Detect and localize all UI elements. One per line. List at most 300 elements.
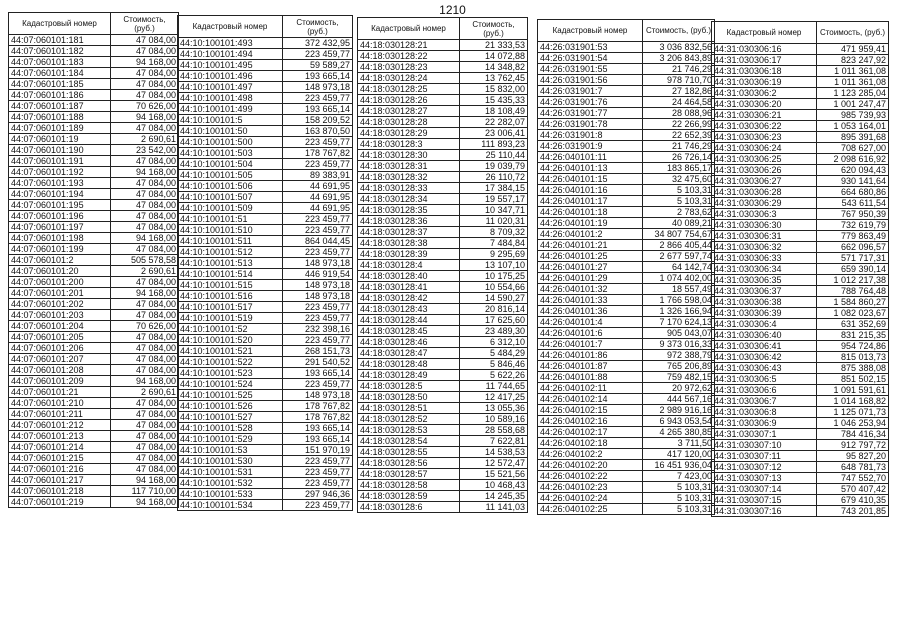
table-row	[712, 209, 889, 220]
cost-value: 5 846,46	[460, 359, 528, 370]
cost-value: 47 084,00	[111, 299, 179, 310]
cost-value: 5 103,31	[643, 482, 715, 493]
cost-value: 223 459,77	[283, 137, 353, 148]
table-row	[9, 464, 179, 475]
table-row	[358, 249, 528, 260]
cost-value: 28 088,96	[643, 108, 715, 119]
cost-value: 659 390,14	[817, 264, 889, 275]
cost-value: 444 567,16	[643, 394, 715, 405]
cost-header: Стоимость, (руб.)	[460, 18, 528, 40]
cadastral-number: 44:26:040101:18	[538, 207, 643, 218]
table-row	[358, 194, 528, 205]
cadastral-number: 44:26:040101:6	[538, 328, 643, 339]
cost-value: 5 103,31	[643, 196, 715, 207]
table-row	[178, 214, 353, 225]
cadastral-number: 44:10:100101:534	[178, 500, 283, 511]
cost-value: 2 690,61	[111, 266, 179, 277]
cost-value: 864 044,45	[283, 236, 353, 247]
cadastral-number: 44:07:060101:214	[9, 442, 111, 453]
table-row	[178, 467, 353, 478]
cadastral-number: 44:10:100101:51	[178, 214, 283, 225]
cost-value: 223 459,77	[283, 247, 353, 258]
cadastral-number: 44:07:060101:20	[9, 266, 111, 277]
cadastral-number: 44:07:060101:198	[9, 233, 111, 244]
table-row	[9, 244, 179, 255]
cost-value: 972 388,79	[643, 350, 715, 361]
table-header-row	[358, 18, 528, 40]
cost-value: 1 011 361,08	[817, 66, 889, 77]
cadastral-number: 44:18:030128:21	[358, 40, 460, 51]
cadastral-number: 44:10:100101:533	[178, 489, 283, 500]
cadastral-number: 44:18:030128:47	[358, 348, 460, 359]
cost-value: 223 459,77	[283, 313, 353, 324]
table-row	[712, 330, 889, 341]
cadastral-number: 44:07:060101:2	[9, 255, 111, 266]
table-row	[712, 242, 889, 253]
table-row	[178, 489, 353, 500]
table-row	[358, 73, 528, 84]
table-row	[358, 51, 528, 62]
cost-value: 94 168,00	[111, 112, 179, 123]
cadastral-number: 44:26:040101:11	[538, 152, 643, 163]
cadastral-number: 44:31:030307:14	[712, 484, 817, 495]
cadastral-number: 44:18:030128:55	[358, 447, 460, 458]
table-row	[538, 251, 715, 262]
table-row	[712, 506, 889, 517]
table-row	[178, 137, 353, 148]
cadastral-number: 44:26:031901:53	[538, 42, 643, 53]
cadastral-number: 44:26:040102:22	[538, 471, 643, 482]
cadastral-number: 44:31:030306:25	[712, 154, 817, 165]
table-row	[538, 97, 715, 108]
table-row	[358, 502, 528, 513]
table-row	[9, 222, 179, 233]
cadastral-number: 44:18:030128:36	[358, 216, 460, 227]
cost-value: 14 590,27	[460, 293, 528, 304]
cadastral-number: 44:31:030306:35	[712, 275, 817, 286]
cadastral-number: 44:07:060101:206	[9, 343, 111, 354]
table-row	[712, 319, 889, 330]
cadastral-number: 44:18:030128:5	[358, 381, 460, 392]
cost-value: 268 151,73	[283, 346, 353, 357]
table-row	[538, 185, 715, 196]
cost-value: 1 766 598,04	[643, 295, 715, 306]
cost-value: 7 170 624,13	[643, 317, 715, 328]
cost-value: 815 013,73	[817, 352, 889, 363]
cost-value: 94 168,00	[111, 57, 179, 68]
cost-header: Стоимость, (руб.)	[817, 22, 889, 44]
cost-value: 148 973,18	[283, 258, 353, 269]
cadastral-number: 44:31:030306:2	[712, 88, 817, 99]
cost-value: 13 762,45	[460, 73, 528, 84]
table-row	[538, 361, 715, 372]
table-row	[358, 205, 528, 216]
table-row	[358, 491, 528, 502]
cadastral-number: 44:10:100101:498	[178, 93, 283, 104]
cadastral-number: 44:07:060101:202	[9, 299, 111, 310]
cadastral-number: 44:18:030128:24	[358, 73, 460, 84]
cost-value: 1 123 285,04	[817, 88, 889, 99]
cadastral-number: 44:10:100101:514	[178, 269, 283, 280]
table-row	[9, 134, 179, 145]
table-row	[538, 449, 715, 460]
cost-value: 10 554,66	[460, 282, 528, 293]
table-row	[712, 110, 889, 121]
cost-value: 5 103,31	[643, 493, 715, 504]
cadastral-number: 44:07:060101:195	[9, 200, 111, 211]
cost-value: 47 084,00	[111, 123, 179, 134]
table-row	[538, 471, 715, 482]
table-row	[538, 394, 715, 405]
table-row	[538, 75, 715, 86]
cost-header: Стоимость, (руб.)	[643, 20, 715, 42]
table-row	[9, 46, 179, 57]
cadastral-number: 44:31:030306:3	[712, 209, 817, 220]
cost-header: Стоимость, (руб.)	[111, 13, 179, 35]
cost-value: 158 209,52	[283, 115, 353, 126]
cost-value: 788 764,48	[817, 286, 889, 297]
cost-value: 13 107,10	[460, 260, 528, 271]
table-row	[538, 218, 715, 229]
table-row	[178, 412, 353, 423]
cadastral-number: 44:10:100101:53	[178, 445, 283, 456]
table-row	[358, 95, 528, 106]
cadastral-number: 44:07:060101:209	[9, 376, 111, 387]
cost-value: 10 347,71	[460, 205, 528, 216]
cadastral-number: 44:18:030128:27	[358, 106, 460, 117]
cost-value: 25 110,44	[460, 150, 528, 161]
cost-value: 7 423,00	[643, 471, 715, 482]
table-row	[712, 396, 889, 407]
table-row	[178, 302, 353, 313]
cadastral-number: 44:26:031901:78	[538, 119, 643, 130]
cost-value: 6 312,10	[460, 337, 528, 348]
cost-value: 223 459,77	[283, 379, 353, 390]
cost-value: 11 020,31	[460, 216, 528, 227]
cadastral-number: 44:07:060101:216	[9, 464, 111, 475]
table-row	[538, 317, 715, 328]
cost-value: 732 619,79	[817, 220, 889, 231]
table-row	[178, 445, 353, 456]
cadastral-number: 44:26:040101:33	[538, 295, 643, 306]
table-row	[538, 207, 715, 218]
cost-value: 95 827,20	[817, 451, 889, 462]
cost-value: 47 084,00	[111, 442, 179, 453]
table-row	[178, 247, 353, 258]
cost-value: 89 383,91	[283, 170, 353, 181]
cost-value: 193 665,14	[283, 71, 353, 82]
cadastral-number: 44:31:030306:30	[712, 220, 817, 231]
cost-value: 297 946,36	[283, 489, 353, 500]
cadastral-number: 44:18:030128:28	[358, 117, 460, 128]
cadastral-number: 44:26:040102:14	[538, 394, 643, 405]
cadastral-number: 44:26:040102:17	[538, 427, 643, 438]
table-row	[358, 260, 528, 271]
table-row	[712, 231, 889, 242]
cost-value: 94 168,00	[111, 376, 179, 387]
cadastral-number: 44:26:031901:7	[538, 86, 643, 97]
table-row	[712, 154, 889, 165]
table-row	[712, 66, 889, 77]
cadastral-number: 44:07:060101:215	[9, 453, 111, 464]
table-row	[178, 423, 353, 434]
cadastral-number: 44:31:030306:28	[712, 187, 817, 198]
table-row	[9, 255, 179, 266]
table-row	[538, 438, 715, 449]
cost-value: 2 690,61	[111, 387, 179, 398]
cost-value: 59 589,27	[283, 60, 353, 71]
cadastral-number: 44:26:040101:36	[538, 306, 643, 317]
table-row	[358, 425, 528, 436]
cadastral-table	[357, 17, 528, 513]
table-row	[712, 341, 889, 352]
table-row	[538, 130, 715, 141]
cost-value: 16 451 936,04	[643, 460, 715, 471]
number-header: Кадастровый номер	[358, 18, 460, 40]
cost-value: 223 459,77	[283, 159, 353, 170]
cost-value: 94 168,00	[111, 288, 179, 299]
cost-value: 223 459,77	[283, 456, 353, 467]
cadastral-number: 44:31:030306:32	[712, 242, 817, 253]
table-row	[538, 328, 715, 339]
cadastral-number: 44:31:030306:23	[712, 132, 817, 143]
table-row	[178, 225, 353, 236]
cost-value: 1 074 402,00	[643, 273, 715, 284]
cadastral-number: 44:18:030128:37	[358, 227, 460, 238]
table-row	[9, 123, 179, 134]
cost-value: 851 502,15	[817, 374, 889, 385]
cadastral-number: 44:10:100101:510	[178, 225, 283, 236]
cadastral-number: 44:26:040102:24	[538, 493, 643, 504]
cadastral-number: 44:18:030128:23	[358, 62, 460, 73]
cost-value: 47 084,00	[111, 68, 179, 79]
table-row	[712, 363, 889, 374]
table-row	[712, 451, 889, 462]
cadastral-number: 44:26:031901:9	[538, 141, 643, 152]
table-row	[538, 350, 715, 361]
cost-value: 47 084,00	[111, 398, 179, 409]
cost-value: 223 459,77	[283, 478, 353, 489]
table-row	[9, 266, 179, 277]
cadastral-number: 44:31:030306:5	[712, 374, 817, 385]
table-row	[178, 313, 353, 324]
cadastral-number: 44:18:030128:35	[358, 205, 460, 216]
table-row	[9, 145, 179, 156]
cadastral-number: 44:18:030128:3	[358, 139, 460, 150]
cost-value: 47 084,00	[111, 156, 179, 167]
cost-value: 5 103,31	[643, 185, 715, 196]
table-row	[538, 108, 715, 119]
cadastral-number: 44:10:100101:517	[178, 302, 283, 313]
cost-value: 26 726,14	[643, 152, 715, 163]
cadastral-number: 44:18:030128:54	[358, 436, 460, 447]
cost-value: 7 484,84	[460, 238, 528, 249]
cadastral-table	[537, 19, 715, 515]
cost-value: 13 055,36	[460, 403, 528, 414]
cadastral-number: 44:18:030128:50	[358, 392, 460, 403]
cost-value: 21 333,53	[460, 40, 528, 51]
table-row	[178, 324, 353, 335]
table-row	[712, 286, 889, 297]
cadastral-number: 44:10:100101:522	[178, 357, 283, 368]
cost-value: 193 665,14	[283, 368, 353, 379]
cadastral-number: 44:26:031901:8	[538, 130, 643, 141]
table-row	[712, 429, 889, 440]
cost-value: 1 326 166,94	[643, 306, 715, 317]
cost-value: 12 417,25	[460, 392, 528, 403]
cost-value: 28 558,68	[460, 425, 528, 436]
table-row	[9, 376, 179, 387]
cost-value: 4 265 380,85	[643, 427, 715, 438]
cost-value: 47 084,00	[111, 420, 179, 431]
table-header-row	[9, 13, 179, 35]
cost-value: 21 746,29	[643, 64, 715, 75]
cadastral-number: 44:31:030306:42	[712, 352, 817, 363]
cadastral-number: 44:31:030306:19	[712, 77, 817, 88]
cost-value: 151 970,19	[283, 445, 353, 456]
table-row	[712, 198, 889, 209]
table-row	[358, 62, 528, 73]
cost-value: 15 435,33	[460, 95, 528, 106]
cadastral-table	[177, 15, 353, 511]
cadastral-number: 44:07:060101:19	[9, 134, 111, 145]
cadastral-number: 44:10:100101:497	[178, 82, 283, 93]
cadastral-number: 44:31:030306:20	[712, 99, 817, 110]
cost-value: 148 973,18	[283, 280, 353, 291]
number-header: Кадастровый номер	[178, 16, 283, 38]
cost-value: 1 082 023,67	[817, 308, 889, 319]
table-row	[9, 343, 179, 354]
cadastral-number: 44:10:100101:529	[178, 434, 283, 445]
table-row	[358, 40, 528, 51]
table-row	[358, 183, 528, 194]
cadastral-number: 44:26:040101:87	[538, 361, 643, 372]
cost-value: 47 084,00	[111, 222, 179, 233]
cadastral-number: 44:31:030306:9	[712, 418, 817, 429]
cadastral-number: 44:26:040101:13	[538, 163, 643, 174]
table-row	[178, 181, 353, 192]
cost-value: 27 182,86	[643, 86, 715, 97]
table-row	[358, 117, 528, 128]
table-row	[538, 196, 715, 207]
cost-value: 1 091 591,61	[817, 385, 889, 396]
cadastral-number: 44:07:060101:190	[9, 145, 111, 156]
cadastral-number: 44:07:060101:197	[9, 222, 111, 233]
cost-value: 291 540,52	[283, 357, 353, 368]
cadastral-number: 44:10:100101:500	[178, 137, 283, 148]
cost-value: 5 484,29	[460, 348, 528, 359]
table-row	[538, 86, 715, 97]
table-row	[178, 434, 353, 445]
cost-value: 1 584 860,27	[817, 297, 889, 308]
cost-value: 223 459,77	[283, 500, 353, 511]
cadastral-number: 44:31:030306:40	[712, 330, 817, 341]
cadastral-number: 44:10:100101:506	[178, 181, 283, 192]
cost-value: 2 690,61	[111, 134, 179, 145]
table-row	[9, 101, 179, 112]
cadastral-number: 44:10:100101:516	[178, 291, 283, 302]
cadastral-number: 44:31:030306:4	[712, 319, 817, 330]
cadastral-number: 44:18:030128:51	[358, 403, 460, 414]
cadastral-number: 44:31:030306:41	[712, 341, 817, 352]
cadastral-number: 44:31:030306:34	[712, 264, 817, 275]
cost-value: 3 206 843,89	[643, 53, 715, 64]
cadastral-number: 44:10:100101:52	[178, 324, 283, 335]
cadastral-number: 44:31:030306:27	[712, 176, 817, 187]
table-row	[712, 99, 889, 110]
cost-value: 223 459,77	[283, 225, 353, 236]
cost-value: 47 084,00	[111, 343, 179, 354]
table-row	[9, 365, 179, 376]
cost-value: 662 096,57	[817, 242, 889, 253]
cost-value: 14 348,82	[460, 62, 528, 73]
cadastral-number: 44:26:040102:23	[538, 482, 643, 493]
cost-value: 2 989 916,16	[643, 405, 715, 416]
table-row	[178, 280, 353, 291]
cost-value: 94 168,00	[111, 475, 179, 486]
cadastral-number: 44:26:040101:4	[538, 317, 643, 328]
table-row	[712, 253, 889, 264]
cost-value: 895 391,68	[817, 132, 889, 143]
cost-value: 5 103,31	[643, 504, 715, 515]
cost-value: 2 677 597,74	[643, 251, 715, 262]
cost-value: 1 001 247,47	[817, 99, 889, 110]
table-row	[9, 409, 179, 420]
table-row	[9, 497, 179, 508]
table-row	[9, 310, 179, 321]
table-row	[358, 172, 528, 183]
table-row	[178, 379, 353, 390]
cadastral-number: 44:18:030128:44	[358, 315, 460, 326]
table-row	[358, 392, 528, 403]
table-row	[178, 335, 353, 346]
cadastral-number: 44:18:030128:33	[358, 183, 460, 194]
cost-value: 23 542,00	[111, 145, 179, 156]
cost-value: 47 084,00	[111, 365, 179, 376]
cost-value: 10 175,25	[460, 271, 528, 282]
table-row	[178, 148, 353, 159]
cost-value: 11 141,03	[460, 502, 528, 513]
cost-value: 1 053 164,01	[817, 121, 889, 132]
cost-value: 6 943 053,54	[643, 416, 715, 427]
table-row	[358, 480, 528, 491]
cadastral-number: 44:26:031901:77	[538, 108, 643, 119]
table-row	[538, 163, 715, 174]
cost-value: 232 398,16	[283, 324, 353, 335]
cadastral-number: 44:31:030306:21	[712, 110, 817, 121]
cost-value: 19 039,79	[460, 161, 528, 172]
table-row	[178, 456, 353, 467]
cadastral-number: 44:26:040102:15	[538, 405, 643, 416]
cadastral-number: 44:26:040101:19	[538, 218, 643, 229]
cadastral-number: 44:10:100101:519	[178, 313, 283, 324]
cost-value: 446 919,54	[283, 269, 353, 280]
cadastral-number: 44:18:030128:49	[358, 370, 460, 381]
cadastral-number: 44:18:030128:30	[358, 150, 460, 161]
cost-value: 223 459,77	[283, 335, 353, 346]
table-row	[178, 368, 353, 379]
table-row	[538, 229, 715, 240]
cost-value: 18 108,49	[460, 106, 528, 117]
table-row	[712, 187, 889, 198]
cadastral-number: 44:07:060101:204	[9, 321, 111, 332]
table-row	[358, 370, 528, 381]
cost-header: Стоимость, (руб.)	[283, 16, 353, 38]
cost-value: 1 125 071,73	[817, 407, 889, 418]
cadastral-number: 44:31:030306:39	[712, 308, 817, 319]
table-row	[178, 478, 353, 489]
cadastral-number: 44:07:060101:200	[9, 277, 111, 288]
